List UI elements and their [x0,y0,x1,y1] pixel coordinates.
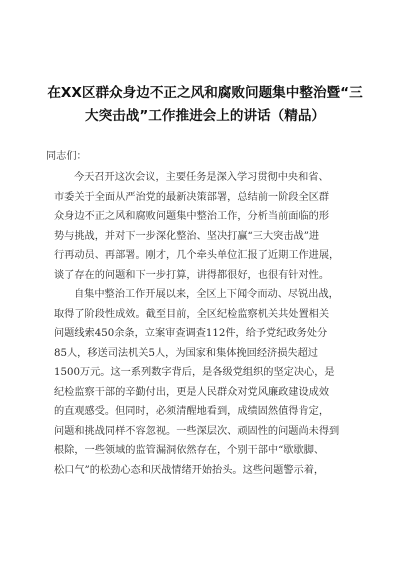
paragraph-line: 市委关于全面从严治党的最新决策部署，总结前一阶段全区群 [54,191,330,203]
title-line-2: 大突击战”工作推进会上的讲话（精品） [84,108,326,124]
paragraph-line: 的直观感受。但同时，必须清醒地看到，成绩固然值得肯定， [54,406,330,417]
paragraph-2 [54,285,372,480]
paragraph-line: 1500万元。这一系列数字背后，是各级党组织的坚定决心，是 [54,367,335,378]
paragraph-line: 取得了阶段性成效。截至目前，全区纪检监察机关共处置相关 [54,308,330,320]
paragraph-line: 势与挑战，并对下一步深化整治、坚决打赢“三大突击战”进 [54,230,320,242]
paragraph-line: 根除，一些领域的监管漏洞依然存在，个别干部中“歇歇脚、 [54,445,325,456]
paragraph-line: 众身边不正之风和腐败问题集中整治工作，分析当前面临的形 [54,211,330,222]
paragraph-line: 问题线索450余条，立案审查调查112件，给予党纪政务处分 [54,328,328,339]
title-line-1: 在XX区群众身边不正之风和腐败问题集中整治暨“三 [47,85,363,101]
paragraph-1 [54,168,372,285]
paragraph-line: 行再动员、再部署。刚才，几个牵头单位汇报了近期工作进展， [54,250,340,261]
document-title [40,82,370,128]
paragraph-line: 纪检监察干部的辛勤付出，更是人民群众对党风廉政建设成效 [54,386,330,398]
paragraph-line: 今天召开这次会议，主要任务是深入学习贯彻中央和省、 [74,172,329,183]
paragraph-line: 问题和挑战同样不容忽视。一些深层次、顽固性的问题尚未得到 [54,425,340,437]
paragraph-line: 85人，移送司法机关5人，为国家和集体挽回经济损失超过 [54,347,318,359]
paragraph-line: 自集中整治工作开展以来，全区上下闻令而动、尽锐出战， [74,289,339,300]
paragraph-line: 松口气”的松劲心态和厌战情绪开始抬头。这些问题警示着， [54,464,325,476]
salutation: 同志们： [46,151,87,162]
document-body [54,168,372,480]
paragraph-line: 谈了存在的问题和下一步打算，讲得都很好，也很有针对性。 [54,269,330,281]
